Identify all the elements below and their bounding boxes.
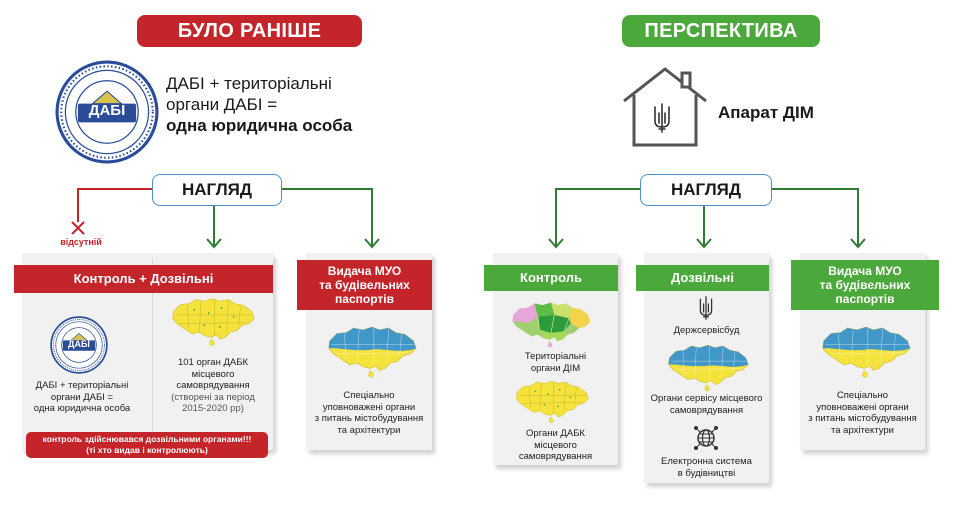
right-card3-text xyxy=(800,390,925,436)
left-card3-header-line-3: паспортів xyxy=(335,292,394,306)
left-card3-line-3: з питань містобудування xyxy=(314,413,424,424)
left-card1-line-2: органи ДАБІ = xyxy=(50,391,114,403)
right-card2-item2-line-2: самоврядування xyxy=(669,404,744,416)
left-card1-header-label: Контроль + Дозвільні xyxy=(73,271,214,286)
right-card1-item2 xyxy=(493,428,618,463)
left-card3-header-line-1: Видача МУО xyxy=(327,264,402,278)
left-header-line-2: органи ДАБІ = xyxy=(166,95,278,114)
left-card2-line-2: місцевого xyxy=(191,368,235,380)
right-card2-item2 xyxy=(644,393,769,416)
ukraine-map-service xyxy=(666,341,750,393)
right-connector-card1 xyxy=(556,189,640,246)
network-globe-icon xyxy=(692,424,720,452)
dabi-logo-small xyxy=(50,316,108,374)
right-card3-line-4: та архітектури xyxy=(831,424,894,436)
right-card1-item2-line-1: Органи ДАБК xyxy=(526,428,585,439)
right-card1-header-label: Контроль xyxy=(520,270,582,285)
left-card3-line-2: уповноважені органи xyxy=(322,401,416,413)
left-note-line-1: контроль здійснювався дозвільними органами!!! xyxy=(42,434,252,444)
left-card3-header xyxy=(297,260,432,310)
right-card1-item1 xyxy=(493,351,618,374)
left-header-line-3: одна юридична особа xyxy=(166,116,353,135)
right-card2-header xyxy=(636,265,769,291)
right-card3-header xyxy=(791,260,939,310)
right-card1-item2-line-2: місцевого xyxy=(534,439,577,451)
left-nagliad-label: НАГЛЯД xyxy=(181,180,253,199)
right-nagliad-box xyxy=(640,174,772,206)
right-card3-line-1: Спеціально xyxy=(836,390,889,401)
right-card2-item1: Держсервісбуд xyxy=(673,325,740,336)
absent-x-icon xyxy=(72,222,84,234)
left-connector-absent xyxy=(78,189,152,222)
absent-label: відсутній xyxy=(60,237,102,247)
right-card2-item3-line-1: Електронна система xyxy=(661,456,752,467)
right-card3-line-3: з питань містобудування xyxy=(808,413,917,424)
left-card2-line-3: самоврядування xyxy=(176,380,250,391)
right-connectors xyxy=(480,0,960,260)
dabi-logo-small-text: ДАБІ xyxy=(68,339,90,349)
right-header: Апарат ДІМ xyxy=(718,103,814,122)
right-card2-item3 xyxy=(644,456,769,479)
right-nagliad-label: НАГЛЯД xyxy=(670,180,742,199)
left-card3-line-1: Спеціально xyxy=(343,390,395,401)
right-title: ПЕРСПЕКТИВА xyxy=(644,19,798,42)
right-card3-header-line-2: та будівельних xyxy=(819,278,911,292)
right-card2-header-label: Дозвільні xyxy=(671,270,734,285)
left-nagliad-box xyxy=(152,174,282,206)
right-card3-header-line-1: Видача МУО xyxy=(828,264,902,278)
right-card2-item2-line-1: Органи сервісу місцевого xyxy=(650,393,763,404)
ukraine-map-dabk xyxy=(170,293,256,349)
left-header-line-1: ДАБІ + територіальні xyxy=(166,74,332,93)
right-card2-item3-line-2: в будівництві xyxy=(677,467,736,479)
left-card2-note-1: (створені за період xyxy=(171,391,255,403)
right-card1-item1-line-1: Територіальні xyxy=(524,351,587,362)
left-warning-note xyxy=(26,432,268,458)
left-card1-header xyxy=(14,265,273,293)
left-card2-note-2: 2015-2020 рр) xyxy=(182,403,244,414)
dabi-logo-text: ДАБІ xyxy=(88,102,126,119)
left-card3-text xyxy=(306,390,432,436)
right-card3-line-2: уповноважені органи xyxy=(816,401,909,413)
left-card1-line-1: ДАБІ + територіальні xyxy=(35,380,129,391)
left-connector-card3 xyxy=(280,189,372,246)
left-card3-header-line-2: та будівельних xyxy=(319,278,410,292)
right-connector-card3 xyxy=(770,189,858,246)
trident-icon xyxy=(698,296,714,320)
right-card1-item1-line-2: органи ДІМ xyxy=(530,362,581,374)
left-connectors xyxy=(0,0,480,260)
ukraine-map-muo-new xyxy=(820,322,912,380)
right-card1-item2-line-3: самоврядування xyxy=(518,451,593,462)
ukraine-map-muo xyxy=(326,322,418,380)
left-title: БУЛО РАНІШЕ xyxy=(177,19,322,42)
ukraine-map-regions xyxy=(510,298,592,350)
left-card3-line-4: та архітектури xyxy=(337,424,401,436)
left-card1-text xyxy=(22,380,142,415)
right-card3-header-line-3: паспортів xyxy=(835,292,895,306)
right-card1-header xyxy=(484,265,618,291)
left-card2-text xyxy=(157,357,269,415)
left-card2-line-1: 101 орган ДАБК xyxy=(177,357,249,368)
ukraine-map-dabk-local xyxy=(514,377,590,425)
left-card1-line-3: одна юридична особа xyxy=(33,403,131,414)
left-note-line-2: (ті хто видав і контролюють) xyxy=(86,445,208,455)
